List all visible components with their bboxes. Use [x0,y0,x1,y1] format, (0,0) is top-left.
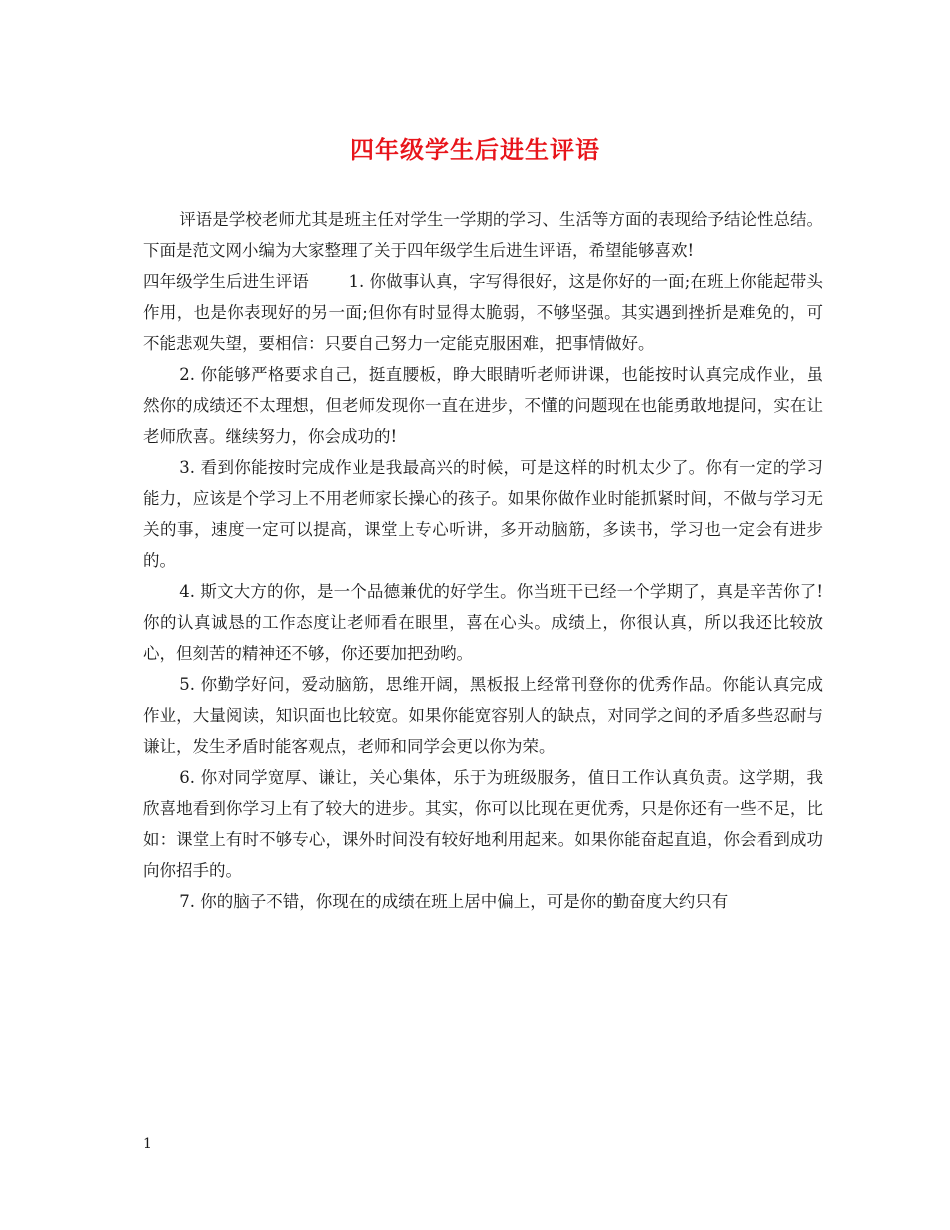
comment-7: 7. 你的脑子不错，你现在的成绩在班上居中偏上，可是你的勤奋度大约只有 [179,892,729,911]
comment-3: 3. 看到你能按时完成作业是我最高兴的时候，可是这样的时机太少了。你有一定的学习能力，应该是个学习上不用老师家长操心的孩子。如果你做作业时能抓紧时间，不做与学习无关的事，速度一定可以提高，课堂上专心听讲，多开动脑筋，多读书，学习也一定会有进步的。 [143,458,823,570]
comment-1: 1. 你做事认真，字写得很好，这是你好的一面;在班上你能起带头作用，也是你表现好的另一面;但你有时显得太脆弱，不够坚强。其实遇到挫折是难免的，可不能悲观失望，要相信：只要自己努力一定能克服困难，把事情做好。 [143,272,824,353]
document-title: 四年级学生后进生评语 [350,135,600,164]
comment-2: 2. 你能够严格要求自己，挺直腰板，睁大眼睛听老师讲课，也能按时认真完成作业，虽然你的成绩还不太理想，但老师发现你一直在进步，不懂的问题现在也能勇敢地提问，实在让老师欣喜。继续努力，你会成功的! [143,365,823,446]
comment-6: 6. 你对同学宽厚、谦让，关心集体，乐于为班级服务，值日工作认真负责。这学期，我欣喜地看到你学习上有了较大的进步。其实，你可以比现在更优秀，只是你还有一些不足，比如：课堂上有时不够专心，课外时间没有较好地利用起来。如果你能奋起直追，你会看到成功向你招手的。 [143,768,823,880]
comment-5: 5. 你勤学好问，爱动脑筋，思维开阔，黑板报上经常刊登你的优秀作品。你能认真完成作业，大量阅读，知识面也比较宽。如果你能宽容别人的缺点，对同学之间的矛盾多些忍耐与谦让，发生矛盾时能客观点，老师和同学会更以你为荣。 [143,675,823,756]
document-body [143,204,823,917]
comment-4: 4. 斯文大方的你，是一个品德兼优的好学生。你当班干已经一个学期了，真是辛苦你了!你的认真诚恳的工作态度让老师看在眼里，喜在心头。成绩上，你很认真，所以我还比较放心，但刻苦的精神还不够，你还要加把劲哟。 [143,582,823,663]
intro-paragraph: 评语是学校老师尤其是班主任对学生一学期的学习、生活等方面的表现给予结论性总结。下面是范文网小编为大家整理了关于四年级学生后进生评语，希望能够喜欢! [143,210,823,260]
page-number: 1 [143,1136,152,1152]
first-comment-paragraph [143,266,823,359]
section-heading: 四年级学生后进生评语 [143,272,309,291]
